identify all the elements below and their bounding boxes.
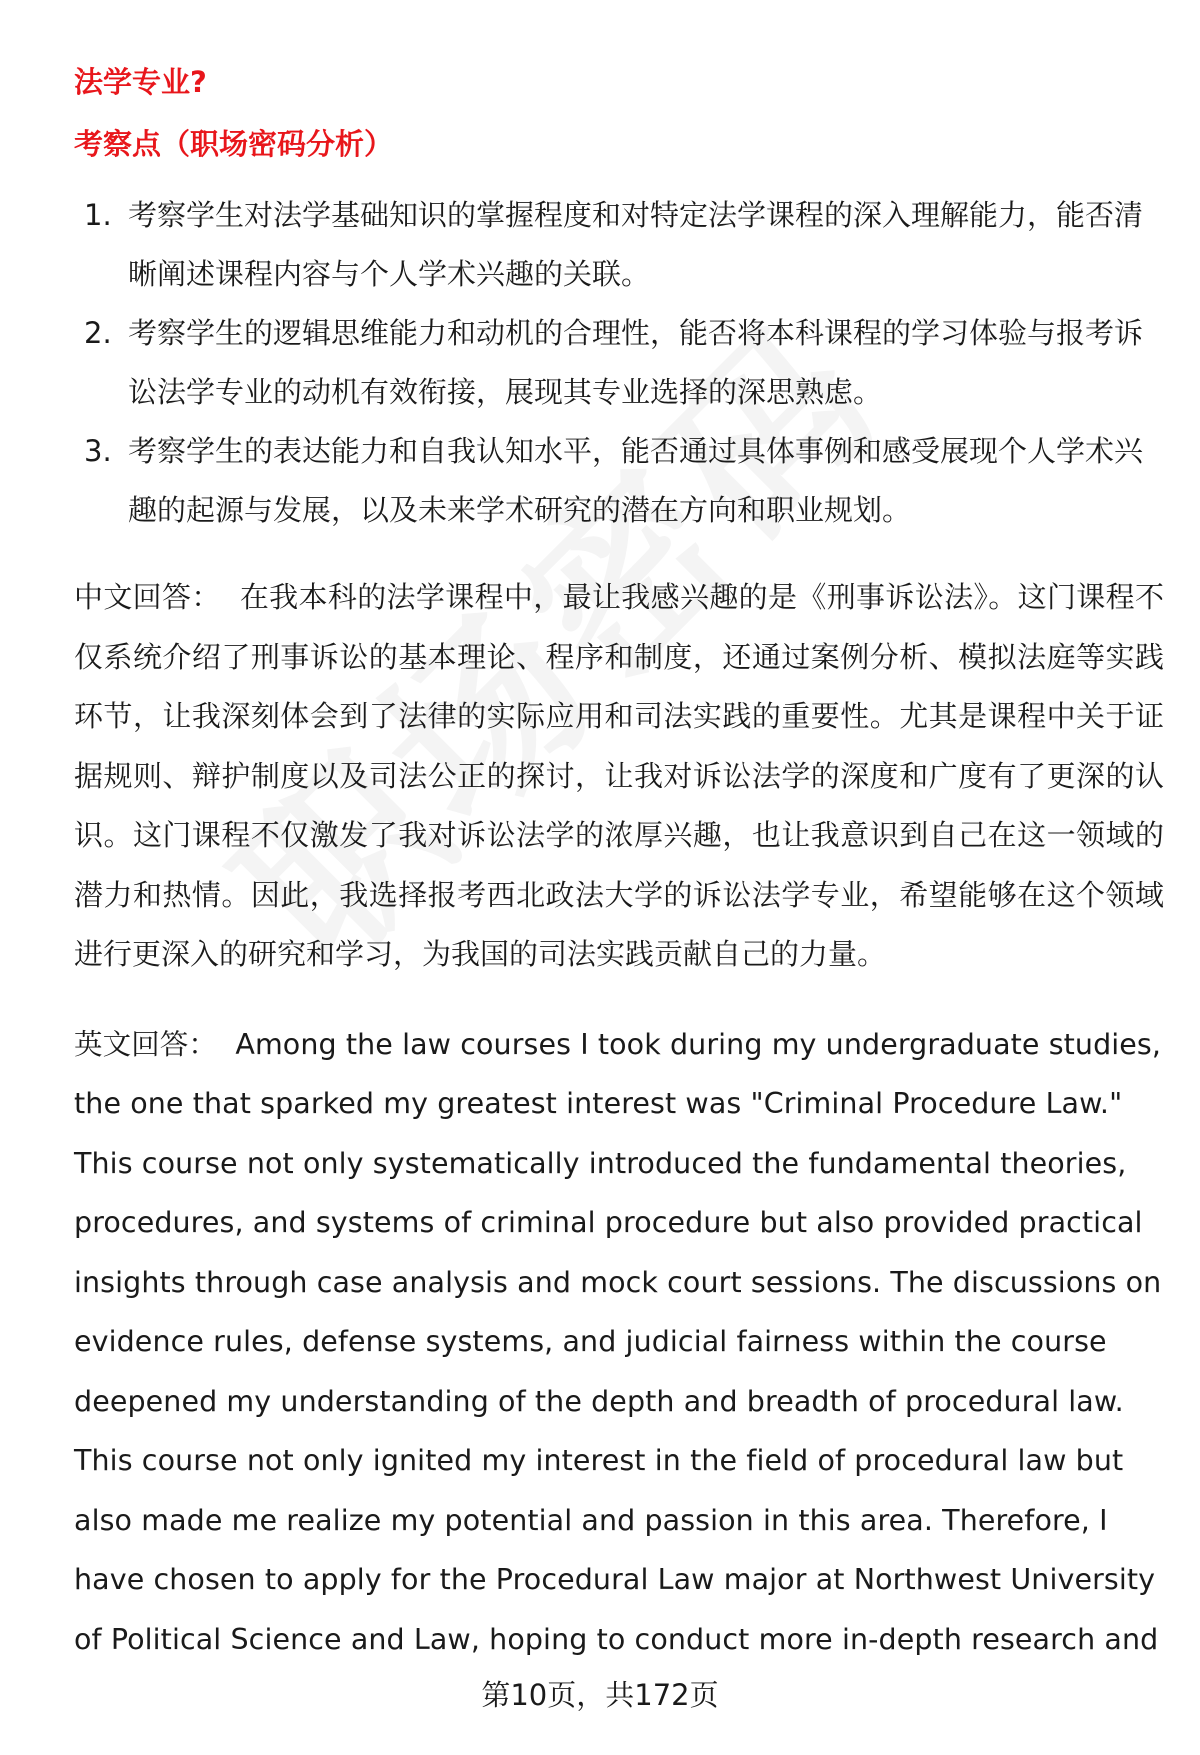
english-answer-text: Among the law courses I took during my undergraduate studies, the one that sparked my greatest interest was "Criminal Procedure Law." This course not only systematically introduced the fundamental theories, procedures, and systems of criminal procedure but also provided practical insights through case analysis and mock court sessions. The discussions on evidence rules, defense systems, and judicial fairness within the course deepened my understanding of the depth and breadth of procedural law. This course not only ignited my interest in the field of procedural law but also made me realize my potential and passion in this area. Therefore, I have chosen to apply for the Procedural Law major at Northwest University of Political Science and Law, hoping to conduct more in-depth research and	[74, 1027, 1162, 1656]
page-number-footer: 第10页，共172页	[481, 1678, 719, 1712]
list-item-text: 考察学生的表达能力和自我认知水平，能否通过具体事例和感受展现个人学术兴趣的起源与发展，以及未来学术研究的潜在方向和职业规划。	[128, 434, 1144, 527]
english-answer-label: 英文回答：	[74, 1027, 218, 1061]
list-item	[74, 304, 1164, 422]
english-answer	[74, 1015, 1164, 1670]
list-item	[74, 186, 1164, 304]
list-item-number: 3.	[84, 434, 112, 468]
chinese-answer-label: 中文回答：	[74, 580, 221, 614]
assessment-points-heading: 考察点（职场密码分析）	[74, 127, 394, 161]
list-item-text: 考察学生的逻辑思维能力和动机的合理性，能否将本科课程的学习体验与报考诉讼法学专业的动机有效衔接，展现其专业选择的深思熟虑。	[128, 316, 1144, 409]
list-item	[74, 422, 1164, 540]
page-content	[74, 52, 1164, 1669]
assessment-points-list	[74, 186, 1164, 540]
chinese-answer-text: 在我本科的法学课程中，最让我感兴趣的是《刑事诉讼法》。这门课程不仅系统介绍了刑事诉讼的基本理论、程序和制度，还通过案例分析、模拟法庭等实践环节，让我深刻体会到了法律的实际应用和司法实践的重要性。尤其是课程中关于证据规则、辩护制度以及司法公正的探讨，让我对诉讼法学的深度和广度有了更深的认识。这门课程不仅激发了我对诉讼法学的浓厚兴趣，也让我意识到自己在这一领域的潜力和热情。因此，我选择报考西北政法大学的诉讼法学专业，希望能够在这个领域进行更深入的研究和学习，为我国的司法实践贡献自己的力量。	[74, 580, 1164, 971]
list-item-text: 考察学生对法学基础知识的掌握程度和对特定法学课程的深入理解能力，能否清晰阐述课程内容与个人学术兴趣的关联。	[128, 198, 1144, 291]
list-item-number: 2.	[84, 316, 112, 350]
list-item-number: 1.	[84, 198, 112, 232]
chinese-answer	[74, 568, 1164, 985]
major-heading: 法学专业?	[74, 65, 207, 99]
